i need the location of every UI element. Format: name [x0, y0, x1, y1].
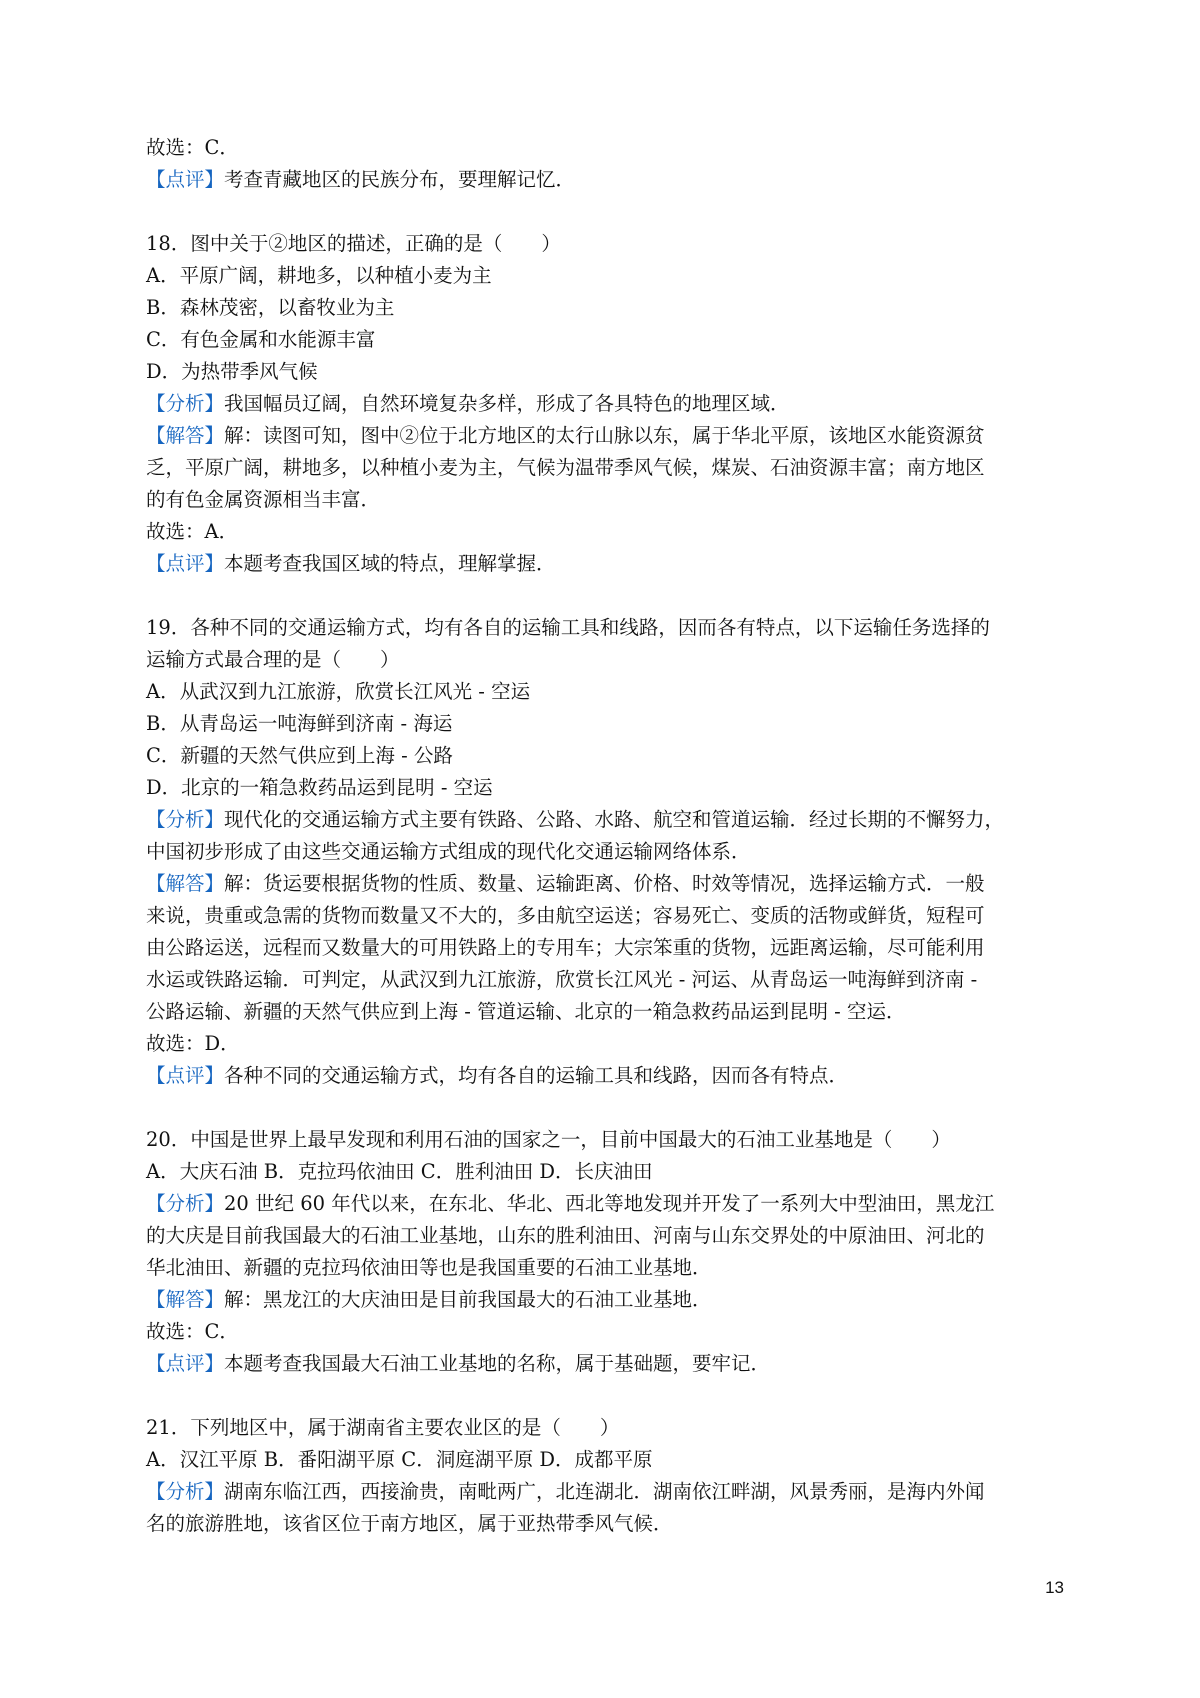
q19-answer-line-1: 【解答】解：货运要根据货物的性质、数量、运输距离、价格、时效等情况，选择运输方式．一般: [146, 872, 985, 895]
question-18-stem: 18．图中关于②地区的描述，正确的是（ ）: [146, 232, 561, 255]
q18-option-b: B．森林茂密，以畜牧业为主: [146, 296, 395, 319]
answer-tag: 【解答】: [146, 424, 225, 447]
answer-tag: 【解答】: [146, 1288, 225, 1311]
comment-tag: 【点评】: [146, 168, 225, 191]
q20-options: A．大庆石油 B．克拉玛依油田 C．胜利油田 D．长庆油田: [146, 1160, 653, 1183]
q19-option-b: B．从青岛运一吨海鲜到济南 - 海运: [146, 712, 453, 735]
q19-analysis-line-2: 中国初步形成了由这些交通运输方式组成的现代化交通运输网络体系．: [146, 840, 751, 863]
question-19-stem-line-1: 19．各种不同的交通运输方式，均有各自的运输工具和线路，因而各有特点，以下运输任务选择的: [146, 616, 990, 639]
q18-option-c: C．有色金属和水能源丰富: [146, 328, 376, 351]
q19-analysis-line-1: 【分析】现代化的交通运输方式主要有铁路、公路、水路、航空和管道运输．经过长期的不懈努力，: [146, 808, 1005, 831]
q19-answer-line-2: 来说，贵重或急需的货物而数量又不大的，多由航空运送；容易死亡、变质的活物或鲜货，短程可: [146, 904, 985, 927]
prev-comment: 【点评】考查青藏地区的民族分布，要理解记忆．: [146, 168, 576, 191]
q18-analysis: 【分析】我国幅员辽阔，自然环境复杂多样，形成了各具特色的地理区域．: [146, 392, 790, 415]
q20-analysis-line-2: 的大庆是目前我国最大的石油工业基地，山东的胜利油田、河南与山东交界处的中原油田、河北的: [146, 1224, 985, 1247]
q19-option-d: D．北京的一箱急救药品运到昆明 - 空运: [146, 776, 493, 799]
q18-option-d: D．为热带季风气候: [146, 360, 318, 383]
comment-tag: 【点评】: [146, 552, 225, 575]
q19-option-a: A．从武汉到九江旅游，欣赏长江风光 - 空运: [146, 680, 531, 703]
q18-answer-line-1: 【解答】解：读图可知，图中②位于北方地区的太行山脉以东，属于华北平原，该地区水能资源贫: [146, 424, 985, 447]
q20-answer: 【解答】解：黑龙江的大庆油田是目前我国最大的石油工业基地．: [146, 1288, 712, 1311]
q19-option-c: C．新疆的天然气供应到上海 - 公路: [146, 744, 453, 767]
q20-analysis-line-1: 【分析】20 世纪 60 年代以来，在东北、华北、西北等地发现并开发了一系列大中型油田，黑龙江: [146, 1192, 995, 1215]
q18-answer-line-2: 乏，平原广阔，耕地多，以种植小麦为主，气候为温带季风气候，煤炭、石油资源丰富；南方地区: [146, 456, 985, 479]
q21-analysis-line-1: 【分析】湖南东临江西，西接渝贵，南毗两广，北连湖北．湖南依江畔湖，风景秀丽，是海内外闻: [146, 1480, 985, 1503]
analysis-tag: 【分析】: [146, 1480, 225, 1503]
answer-tag: 【解答】: [146, 872, 225, 895]
q21-options: A．汉江平原 B．番阳湖平原 C．洞庭湖平原 D．成都平原: [146, 1448, 653, 1471]
analysis-tag: 【分析】: [146, 392, 225, 415]
q18-choice: 故选：A．: [146, 520, 239, 543]
page-number: 13: [1045, 1578, 1064, 1597]
q21-analysis-line-2: 名的旅游胜地，该省区位于南方地区，属于亚热带季风气候．: [146, 1512, 673, 1535]
question-21-stem: 21．下列地区中，属于湖南省主要农业区的是（ ）: [146, 1416, 620, 1439]
analysis-tag: 【分析】: [146, 808, 225, 831]
comment-tag: 【点评】: [146, 1064, 225, 1087]
q19-answer-line-5: 公路运输、新疆的天然气供应到上海 - 管道运输、北京的一箱急救药品运到昆明 - 空运．: [146, 1000, 906, 1023]
q19-choice: 故选：D．: [146, 1032, 240, 1055]
q19-answer-line-4: 水运或铁路运输．可判定，从武汉到九江旅游，欣赏长江风光 - 河运、从青岛运一吨海鲜到济南 -: [146, 968, 978, 991]
q19-answer-line-3: 由公路运送，远程而又数量大的可用铁路上的专用车；大宗笨重的货物，远距离运输，尽可能利用: [146, 936, 985, 959]
q20-analysis-line-3: 华北油田、新疆的克拉玛依油田等也是我国重要的石油工业基地．: [146, 1256, 712, 1279]
q20-comment: 【点评】本题考查我国最大石油工业基地的名称，属于基础题，要牢记．: [146, 1352, 771, 1375]
q18-comment: 【点评】本题考查我国区域的特点，理解掌握．: [146, 552, 556, 575]
question-20-stem: 20．中国是世界上最早发现和利用石油的国家之一，目前中国最大的石油工业基地是（ ）: [146, 1128, 951, 1151]
prev-choice: 故选：C．: [146, 136, 239, 159]
q20-choice: 故选：C．: [146, 1320, 239, 1343]
question-19-stem-line-2: 运输方式最合理的是（ ）: [146, 648, 400, 671]
q19-comment: 【点评】各种不同的交通运输方式，均有各自的运输工具和线路，因而各有特点．: [146, 1064, 849, 1087]
analysis-tag: 【分析】: [146, 1192, 225, 1215]
q18-answer-line-3: 的有色金属资源相当丰富．: [146, 488, 381, 511]
document-body: [146, 132, 1066, 1540]
q18-option-a: A．平原广阔，耕地多，以种植小麦为主: [146, 264, 492, 287]
comment-tag: 【点评】: [146, 1352, 225, 1375]
